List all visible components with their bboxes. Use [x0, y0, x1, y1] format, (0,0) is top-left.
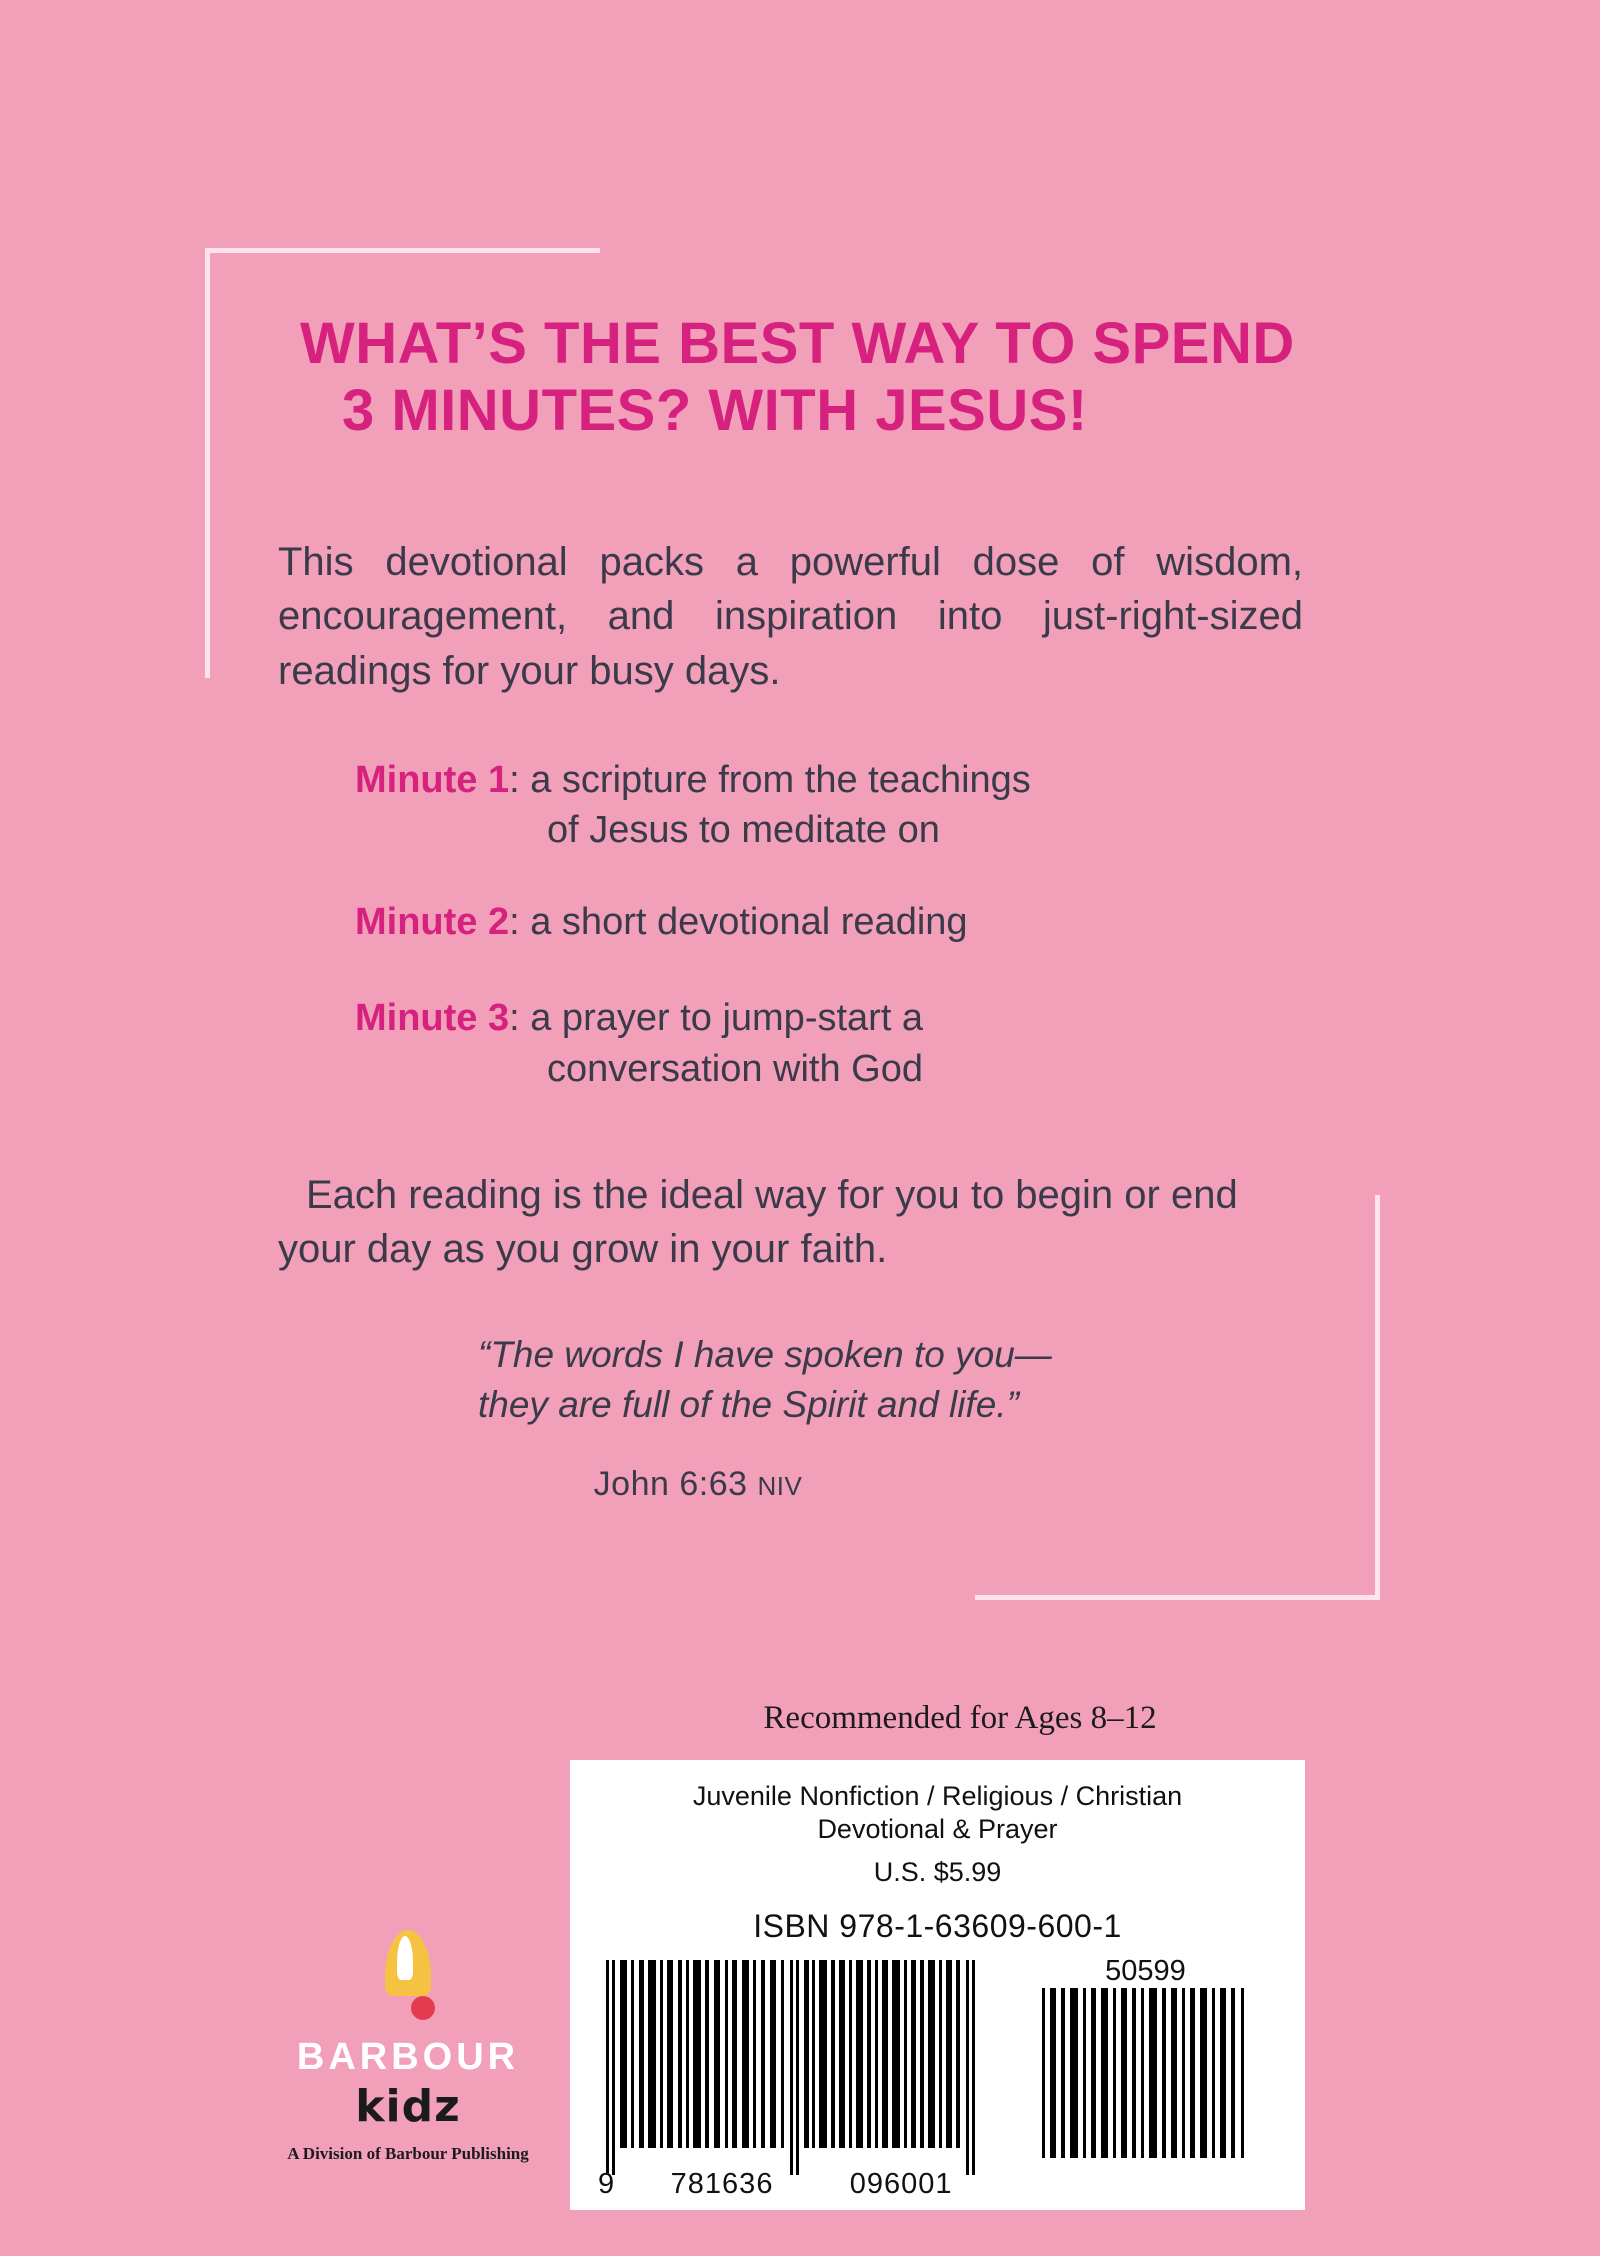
list-item [355, 897, 1355, 947]
ean-barcode-icon [598, 1960, 998, 2175]
addon-barcode-icon [1038, 1988, 1253, 2158]
flame-icon [375, 1930, 441, 2022]
closing-paragraph [278, 1168, 1303, 1277]
minute-3-label: Minute 3 [355, 997, 510, 1040]
headline-line-1: WHAT’S THE BEST WAY TO SPEND [300, 311, 1295, 376]
ean-group-2: 096001 [849, 2168, 953, 2200]
minute-2-text: : a short devotional reading [509, 901, 968, 944]
quote-line-2: they are full of the Spirit and life.” [478, 1384, 1019, 1426]
minute-1-text: : a scripture from the teachings [509, 759, 1031, 801]
isbn: ISBN 978-1-63609-600-1 [753, 1907, 1122, 1944]
minute-2-label: Minute 2 [355, 901, 510, 944]
minutes-list [355, 755, 1355, 1094]
publisher-logo [268, 1930, 548, 2164]
headline [300, 310, 1330, 445]
publisher-name: BARBOUR [296, 2036, 520, 2078]
list-item [355, 755, 1355, 855]
closing-text: Each reading is the ideal way for you to begin or end your day as you grow in your faith. [278, 1173, 1238, 1272]
quote-reference-text: John 6:63 [593, 1465, 748, 1503]
scripture-quote [478, 1330, 1238, 1431]
publisher-division: A Division of Barbour Publishing [287, 2144, 529, 2163]
minute-3-continuation: conversation with God [547, 1047, 923, 1090]
barcode-panel [570, 1760, 1305, 2210]
price: U.S. $5.99 [873, 1856, 1002, 1887]
ean-lead-digit: 9 [598, 2168, 616, 2200]
quote-version: NIV [757, 1471, 803, 1501]
intro-paragraph: This devotional packs a powerful dose of wisdom, encouragement, and inspiration into just-right-sized readings for your busy days. [278, 540, 1303, 693]
minute-1-continuation: of Jesus to meditate on [547, 809, 940, 852]
quote-reference [478, 1465, 918, 1504]
minute-1-label: Minute 1 [355, 759, 510, 801]
list-item [355, 993, 1355, 1093]
ean-digits [598, 2168, 998, 2201]
minute-3-text: : a prayer to jump-start a [509, 997, 924, 1040]
category-line-1: Juvenile Nonfiction / Religious / Christian [692, 1781, 1183, 1811]
category-line-2: Devotional & Prayer [817, 1813, 1058, 1844]
headline-line-2: 3 MINUTES? WITH JESUS! [342, 378, 1088, 444]
publisher-imprint: kidz [355, 2081, 461, 2132]
ean-group-1: 781636 [670, 2168, 774, 2200]
quote-line-1: “The words I have spoken to you— [478, 1334, 1052, 1375]
addon-number: 50599 [1105, 1955, 1186, 1987]
age-recommendation: Recommended for Ages 8–12 [763, 1700, 1157, 1736]
